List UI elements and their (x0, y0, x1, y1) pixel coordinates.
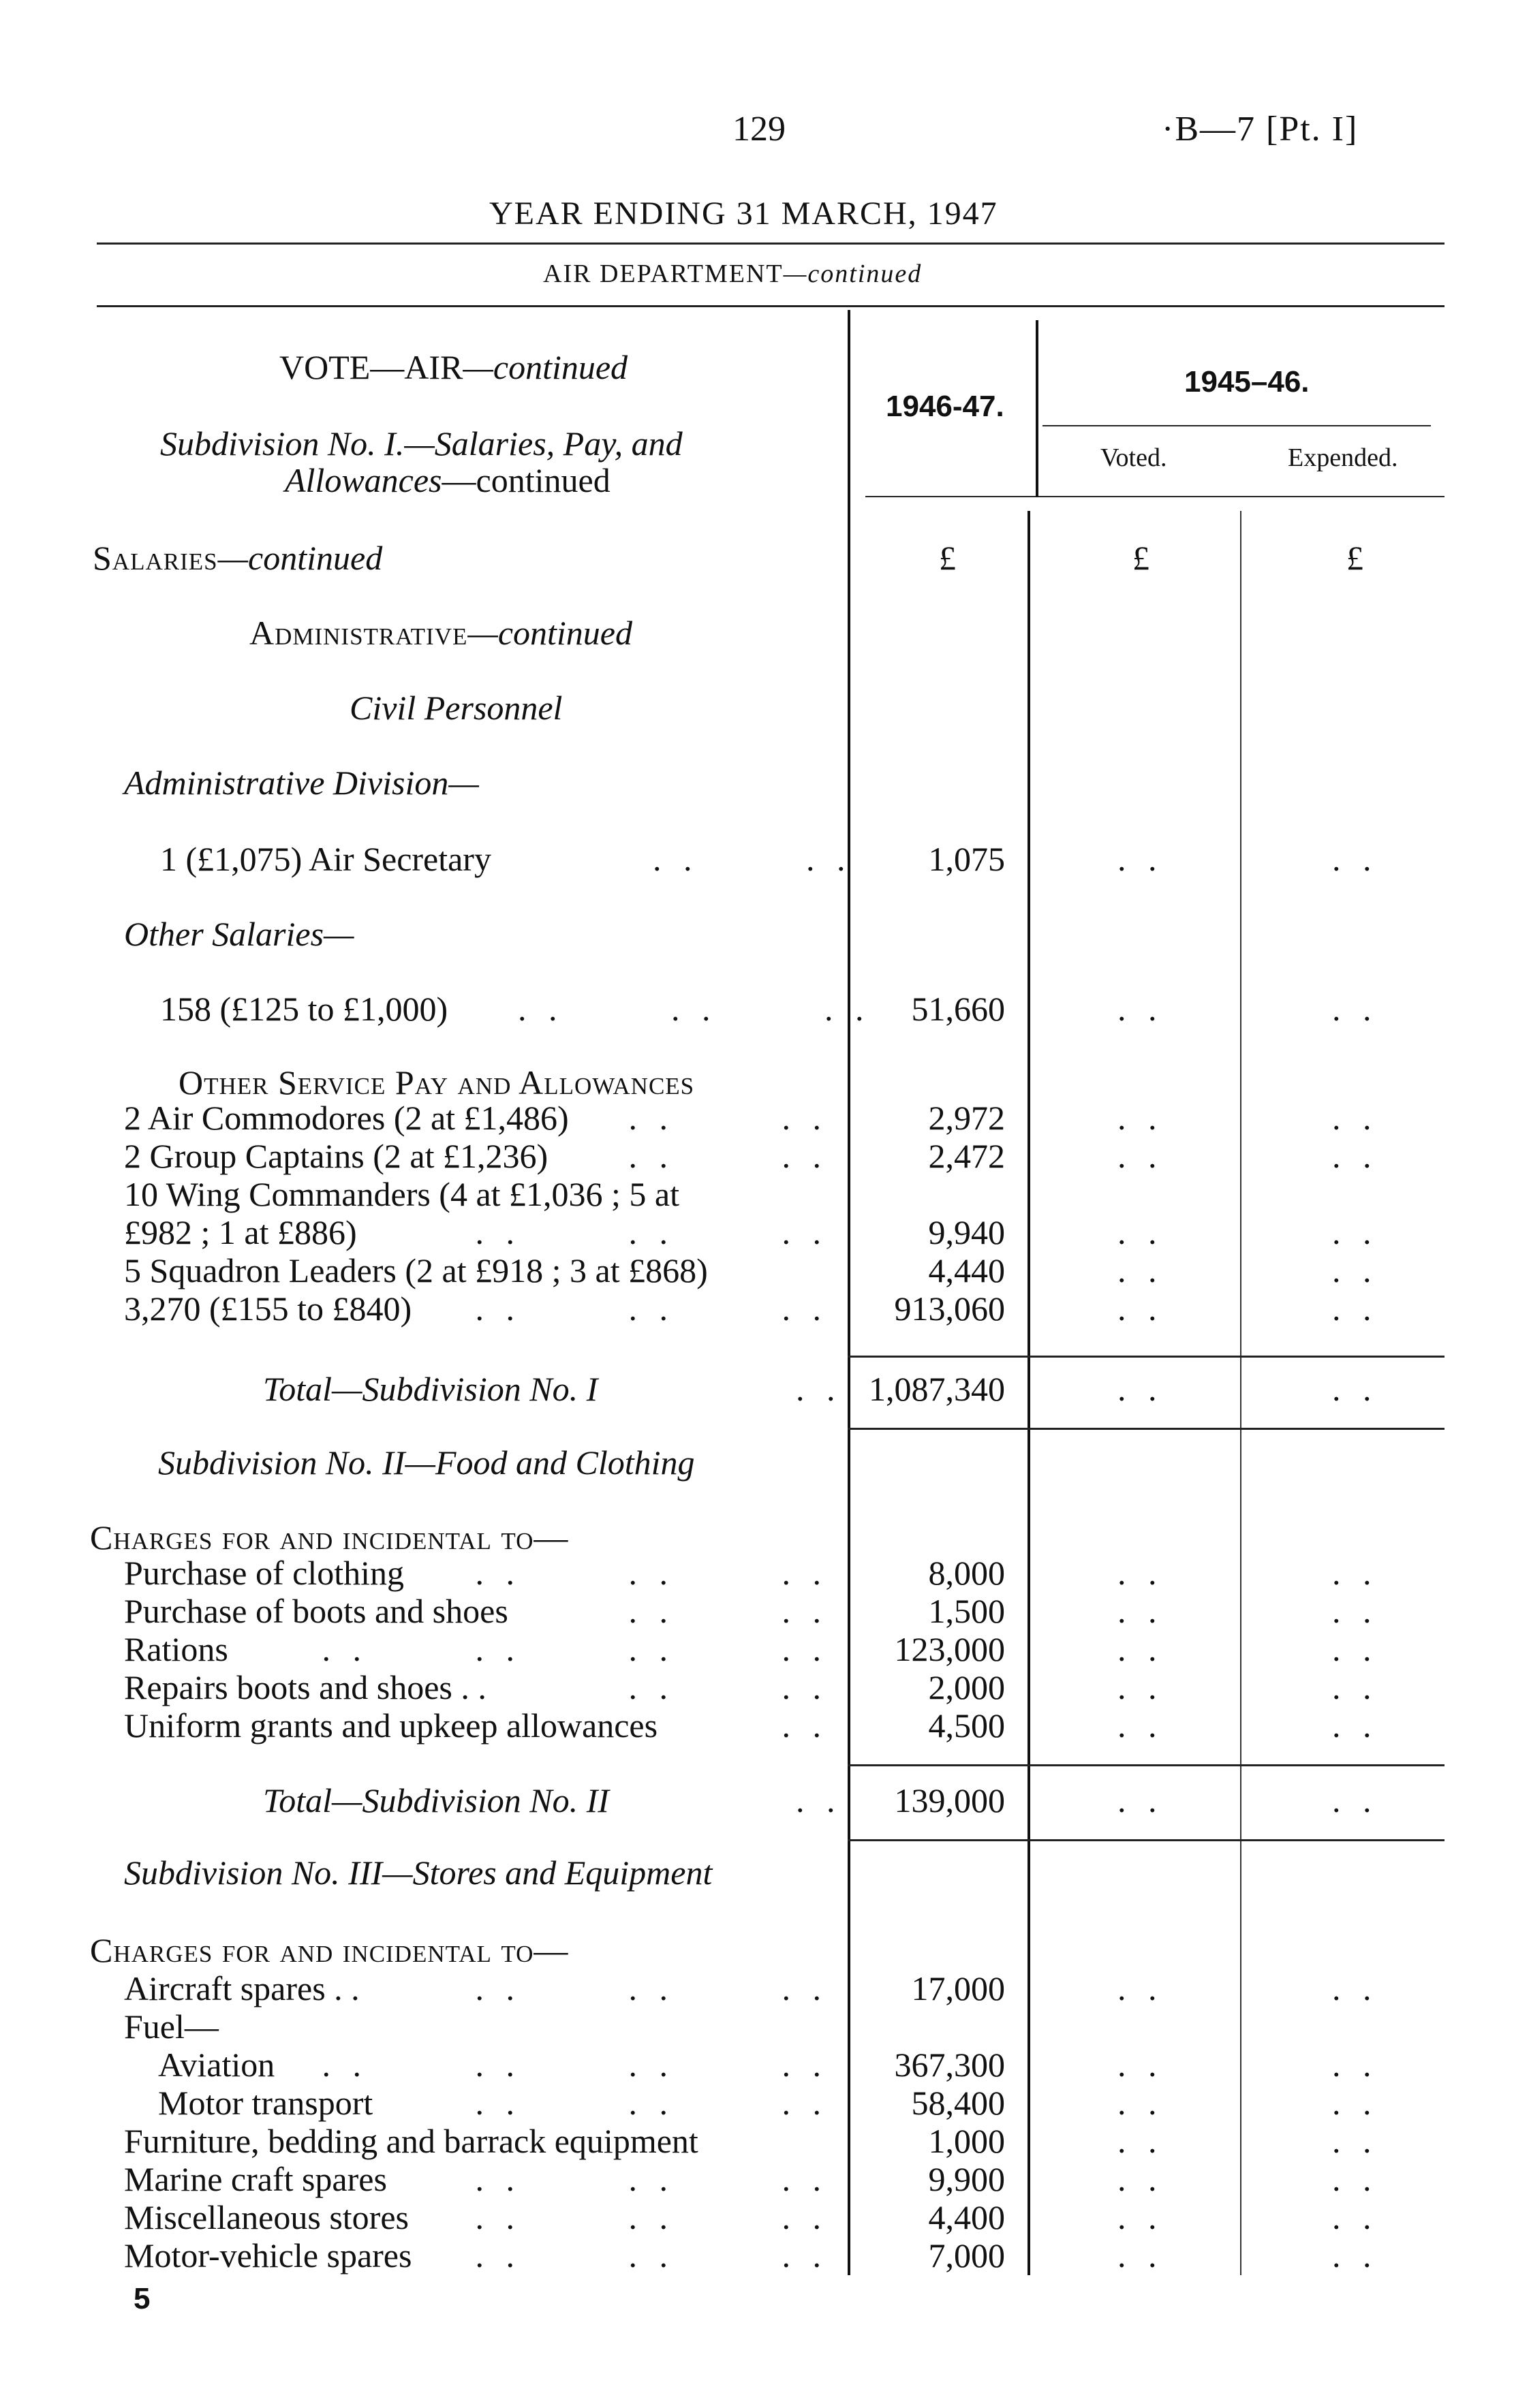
rule-below-total-2 (848, 1839, 1445, 1841)
total-2-expended: . . (1332, 1781, 1378, 1819)
rule-col-mid-top (1036, 320, 1038, 497)
subdivision-2-label: Purchase of boots and shoes (124, 1592, 508, 1630)
col-header-expended: Expended. (1288, 443, 1398, 472)
service-pay-expended: . . (1332, 1099, 1378, 1137)
air-secretary-voted: . . (1117, 840, 1164, 878)
service-pay-voted: . . (1117, 1289, 1164, 1328)
signature-mark: 5 (134, 2282, 151, 2315)
other-salaries-value: 51,660 (911, 990, 1005, 1028)
vote-suffix: —continued (463, 348, 628, 386)
subdivision-3-voted: . . (1117, 1969, 1164, 2007)
total-1-value: 1,087,340 (869, 1370, 1005, 1408)
salaries-heading (93, 538, 382, 578)
service-pay-label: 10 Wing Commanders (4 at £1,036 ; 5 at (124, 1175, 680, 1213)
subdivision-2-charges: Charges for and incidental to— (90, 1518, 569, 1557)
subdivision-2-value: 123,000 (894, 1630, 1005, 1668)
subdivision-3-expended: . . (1332, 2084, 1378, 2122)
subdivision-3-expended: . . (1332, 2122, 1378, 2160)
subdivision-2-expended: . . (1332, 1630, 1378, 1668)
subdivision-3-dots: . . . . . . (475, 2160, 828, 2198)
service-pay-value: 913,060 (894, 1289, 1005, 1328)
administrative-heading (249, 613, 632, 653)
subdivision-2-expended: . . (1332, 1592, 1378, 1630)
subdivision-3-label: Miscellaneous stores (124, 2198, 409, 2236)
subdivision-3-voted: . . (1117, 2084, 1164, 2122)
subdivision-2-dots: . . . . . . . . (322, 1630, 828, 1668)
service-pay-voted: . . (1117, 1213, 1164, 1251)
air-secretary-label: 1 (£1,075) Air Secretary (160, 840, 491, 878)
subdivision-3-expended: . . (1332, 2198, 1378, 2236)
subdivision-3-expended: . . (1332, 2160, 1378, 2198)
subdivision-3-dots: . . . . . . (475, 2236, 828, 2274)
total-2-voted: . . (1117, 1781, 1164, 1819)
department-title (543, 259, 922, 289)
subdivision-2-label: Rations (124, 1630, 228, 1668)
service-pay-label: 2 Group Captains (2 at £1,236) (124, 1137, 549, 1175)
subdivision-3-label: Motor transport (158, 2084, 373, 2122)
subdivision-3-charges: Charges for and incidental to— (90, 1931, 569, 1969)
subdivision-1-line2 (285, 460, 611, 500)
subdivision-3-label: Aviation (158, 2046, 275, 2084)
subdivision-2-expended: . . (1332, 1706, 1378, 1745)
subdivision-3-voted: . . (1117, 2122, 1164, 2160)
department-suffix: —continued (783, 260, 923, 288)
currency-voted: £ (1132, 539, 1149, 577)
page-number: 129 (732, 110, 786, 148)
service-pay-expended: . . (1332, 1213, 1378, 1251)
rule-top (97, 243, 1445, 245)
subdivision-3-value: 4,400 (928, 2198, 1005, 2236)
service-pay-dots: . . . . (628, 1099, 828, 1137)
subdivision-3-dots: . . . . . . (475, 2084, 828, 2122)
subdivision-2-label: Uniform grants and upkeep allowances (124, 1706, 658, 1745)
subdivision-2-voted: . . (1117, 1554, 1164, 1592)
service-pay-label: 5 Squadron Leaders (2 at £918 ; 3 at £868) (124, 1251, 708, 1289)
subdivision-3-label: Motor-vehicle spares (124, 2236, 412, 2274)
administrative-suffix: —continued (467, 614, 633, 652)
other-salaries-voted: . . (1117, 990, 1164, 1028)
administrative-division-heading: Administrative Division— (124, 764, 479, 802)
col-header-voted: Voted. (1100, 443, 1167, 472)
subdivision-2-voted: . . (1117, 1706, 1164, 1745)
other-salaries-heading: Other Salaries— (124, 915, 354, 953)
currency-1946-47: £ (939, 539, 956, 577)
subdivision-3-value: 9,900 (928, 2160, 1005, 2198)
currency-expended: £ (1346, 539, 1363, 577)
subdivision-3-expended: . . (1332, 2046, 1378, 2084)
subdivision-3-value: 58,400 (911, 2084, 1005, 2122)
subdivision-2-dots: . . . . (628, 1592, 828, 1630)
subdivision-3-voted: . . (1117, 2236, 1164, 2274)
service-pay-value: 2,972 (928, 1099, 1005, 1137)
subdivision-3-dots: . . . . . . (475, 1969, 828, 2007)
service-pay-label: 3,270 (£155 to £840) (124, 1289, 412, 1328)
subdivision-2-label: Purchase of clothing (124, 1554, 405, 1592)
air-secretary-expended: . . (1332, 840, 1378, 878)
page-title: YEAR ENDING 31 MARCH, 1947 (489, 196, 998, 232)
civil-personnel-heading: Civil Personnel (350, 689, 563, 727)
subdivision-3-expended: . . (1332, 2236, 1378, 2274)
total-1-label: Total—Subdivision No. I (263, 1370, 598, 1408)
service-pay-heading: Other Service Pay and Allowances (179, 1063, 695, 1101)
subdivision-2-voted: . . (1117, 1668, 1164, 1706)
rule-below-total-1 (848, 1428, 1445, 1430)
subdivision-2-dots: . . . . (628, 1668, 828, 1706)
service-pay-dots: . . . . . . (475, 1289, 828, 1328)
administrative-label: Administrative (249, 614, 468, 652)
total-1-dots: . . (796, 1370, 842, 1408)
rule-1945-46 (1042, 425, 1431, 426)
department-name: AIR DEPARTMENT (543, 260, 784, 288)
other-salaries-dots: . . . . . . (518, 990, 871, 1028)
col-header-1946-47: 1946-47. (886, 390, 1004, 423)
subdivision-3-value: 17,000 (911, 1969, 1005, 2007)
subdivision-2-expended: . . (1332, 1554, 1378, 1592)
service-pay-label: 2 Air Commodores (2 at £1,486) (124, 1099, 569, 1137)
other-salaries-label: 158 (£125 to £1,000) (160, 990, 448, 1028)
rule-header-bottom (865, 496, 1445, 497)
subdivision-3-heading: Subdivision No. III—Stores and Equipment (124, 1854, 713, 1892)
subdivision-2-expended: . . (1332, 1668, 1378, 1706)
subdivision-1-word: Allowances (285, 461, 442, 499)
total-2-value: 139,000 (894, 1781, 1005, 1819)
total-2-dots: . . (796, 1781, 842, 1819)
rule-department (97, 305, 1445, 307)
rule-above-total-2 (848, 1764, 1445, 1766)
total-1-voted: . . (1117, 1370, 1164, 1408)
subdivision-2-value: 1,500 (928, 1592, 1005, 1630)
service-pay-expended: . . (1332, 1137, 1378, 1175)
subdivision-2-value: 8,000 (928, 1554, 1005, 1592)
subdivision-3-voted: . . (1117, 2198, 1164, 2236)
service-pay-value: 2,472 (928, 1137, 1005, 1175)
rule-col-right (1240, 511, 1241, 2275)
subdivision-3-label: Marine craft spares (124, 2160, 387, 2198)
subdivision-3-value: 367,300 (894, 2046, 1005, 2084)
col-header-1945-46: 1945–46. (1184, 365, 1310, 398)
subdivision-3-expended: . . (1332, 1969, 1378, 2007)
service-pay-value: 9,940 (928, 1213, 1005, 1251)
service-pay-expended: . . (1332, 1251, 1378, 1289)
subdivision-2-value: 2,000 (928, 1668, 1005, 1706)
subdivision-3-label: Fuel— (124, 2007, 219, 2046)
service-pay-value: 4,440 (928, 1251, 1005, 1289)
rule-col-mid (1028, 511, 1030, 2275)
salaries-heading-label: Salaries (93, 539, 218, 577)
subdivision-3-label: Furniture, bedding and barrack equipment (124, 2122, 698, 2160)
subdivision-2-heading: Subdivision No. II—Food and Clothing (158, 1443, 695, 1482)
subdivision-3-value: 7,000 (928, 2236, 1005, 2274)
rule-col-left (848, 310, 850, 2275)
other-salaries-expended: . . (1332, 990, 1378, 1028)
subdivision-2-dots: . . . . . . (475, 1554, 828, 1592)
service-pay-voted: . . (1117, 1251, 1164, 1289)
total-2-label: Total—Subdivision No. II (263, 1781, 609, 1819)
service-pay-label: £982 ; 1 at £886) (124, 1213, 357, 1251)
vote-label: VOTE—AIR (279, 348, 463, 386)
air-secretary-value: 1,075 (928, 840, 1005, 878)
subdivision-3-dots: . . . . . . . . (322, 2046, 828, 2084)
salaries-heading-suffix: —continued (217, 539, 383, 577)
subdivision-2-label: Repairs boots and shoes . . (124, 1668, 486, 1706)
service-pay-voted: . . (1117, 1099, 1164, 1137)
subdivision-2-voted: . . (1117, 1592, 1164, 1630)
subdivision-3-label: Aircraft spares . . (124, 1969, 360, 2007)
rule-above-total-1 (848, 1356, 1445, 1358)
subdivision-2-voted: . . (1117, 1630, 1164, 1668)
service-pay-dots: . . . . . . (475, 1213, 828, 1251)
service-pay-dots: . . . . (628, 1137, 828, 1175)
subdivision-3-dots: . . . . . . (475, 2198, 828, 2236)
subdivision-1-line1: Subdivision No. I.—Salaries, Pay, and (160, 424, 683, 463)
service-pay-expended: . . (1332, 1289, 1378, 1328)
subdivision-3-voted: . . (1117, 2160, 1164, 2198)
air-secretary-dots: . . . . (653, 840, 852, 878)
page-reference: ·B—7 [Pt. I] (1162, 110, 1359, 148)
service-pay-voted: . . (1117, 1137, 1164, 1175)
subdivision-3-value: 1,000 (928, 2122, 1005, 2160)
total-1-expended: . . (1332, 1370, 1378, 1408)
subdivision-1-suffix: —continued (442, 461, 611, 499)
subdivision-2-value: 4,500 (928, 1706, 1005, 1745)
subdivision-2-dots: . . (782, 1706, 828, 1745)
vote-heading (279, 347, 628, 387)
subdivision-3-voted: . . (1117, 2046, 1164, 2084)
